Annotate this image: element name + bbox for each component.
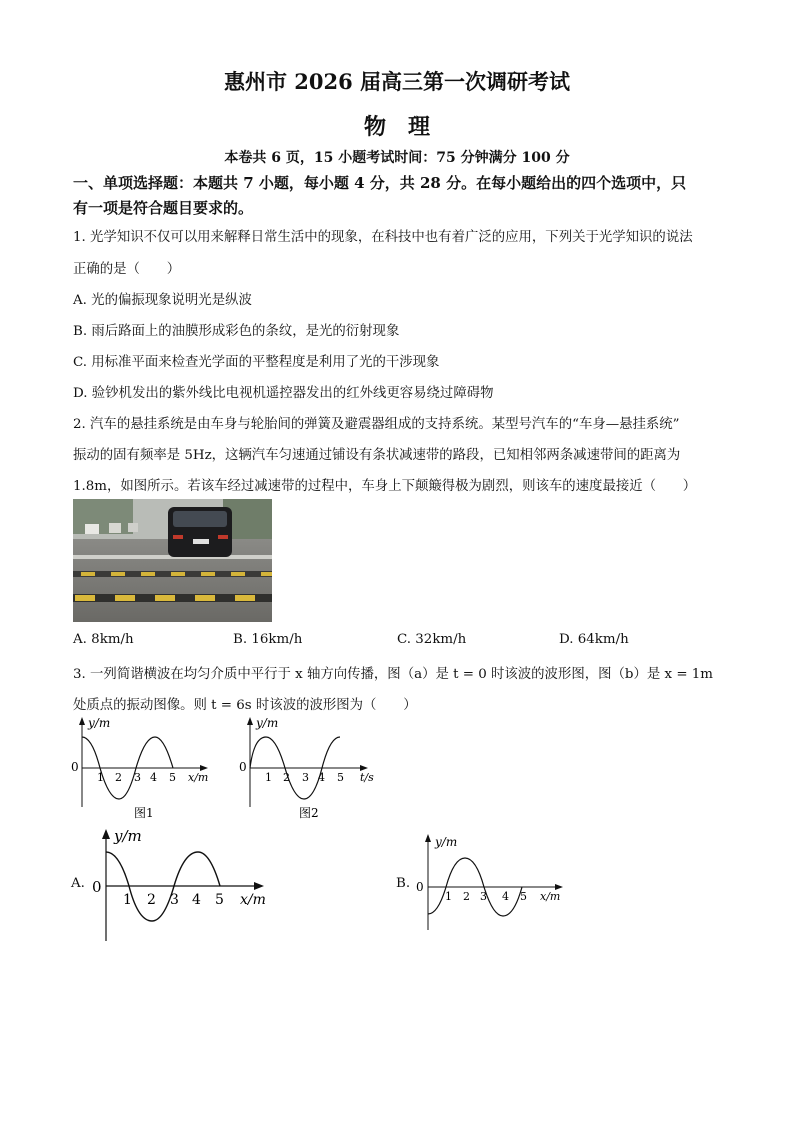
fig2-tick-2: 2 (283, 771, 290, 784)
optA-ylabel: y/m (114, 827, 142, 845)
q2-option-a: A. 8km/h (73, 632, 134, 647)
q3-stem-line1: 3. 一列简谐横波在均匀介质中平行于 x 轴方向传播，图（a）是 t = 0 时该波的波形图，图（b）是 x = 1m (73, 667, 714, 682)
subject-title: 物 理 (363, 114, 430, 140)
fig1-tick-4: 4 (150, 771, 157, 784)
q3-figure2 (232, 715, 392, 820)
optB-ylabel: y/m (435, 835, 458, 849)
q1-option-c: C. 用标准平面来检查光学面的平整程度是利用了光的干涉现象 (73, 355, 440, 370)
fig2-xlabel: t/s (360, 771, 374, 784)
q2-option-d: D. 64km/h (559, 632, 629, 647)
optA-tick-3: 3 (170, 892, 179, 908)
q2-option-c: C. 32km/h (397, 632, 467, 647)
fig1-xlabel: x/m (188, 771, 209, 784)
optB-xlabel: x/m (540, 890, 561, 903)
exam-meta: 本卷共 6 页，15 小题考试时间：75 分钟满分 100 分 (224, 150, 570, 166)
q1-stem-line2: 正确的是（ ） (73, 262, 181, 277)
fig1-origin: 0 (71, 760, 79, 774)
optA-xlabel: x/m (240, 892, 266, 908)
optB-tick-3: 3 (480, 890, 487, 903)
optB-tick-2: 2 (463, 890, 470, 903)
q3-stem-line2: 处质点的振动图像。则 t = 6s 时该波的波形图为（ ） (73, 698, 417, 713)
q3-option-a-letter: A. (71, 876, 85, 891)
optB-tick-5: 5 (520, 890, 527, 903)
optA-tick-5: 5 (215, 892, 224, 908)
q3-option-b-graph (410, 832, 575, 932)
optB-origin: 0 (416, 880, 424, 894)
q2-option-b: B. 16km/h (233, 632, 303, 647)
q1-option-d: D. 验钞机发出的紫外线比电视机遥控器发出的红外线更容易绕过障碍物 (73, 386, 494, 401)
optB-tick-1: 1 (445, 890, 452, 903)
optB-tick-4: 4 (502, 890, 509, 903)
fig1-tick-3: 3 (134, 771, 141, 784)
fig2-ylabel: y/m (256, 716, 279, 730)
optA-tick-1: 1 (123, 892, 132, 908)
section-heading-line2: 有一项是符合题目要求的。 (73, 199, 254, 217)
q3-figure1 (64, 715, 224, 820)
fig1-tick-2: 2 (115, 771, 122, 784)
fig1-tick-1: 1 (97, 771, 104, 784)
speed-bump-photo (73, 499, 272, 622)
q3-option-b-letter: B. (396, 876, 411, 891)
optA-origin: 0 (92, 878, 102, 896)
fig2-tick-1: 1 (265, 771, 272, 784)
fig2-tick-4: 4 (318, 771, 325, 784)
q2-stem-line2: 振动的固有频率是 5Hz，这辆汽车匀速通过铺设有条状减速带的路段，已知相邻两条减速带间的距离为 (73, 448, 681, 463)
fig2-origin: 0 (239, 760, 247, 774)
q3-option-a-graph (86, 826, 276, 944)
optA-tick-2: 2 (147, 892, 156, 908)
fig1-tick-5: 5 (169, 771, 176, 784)
q1-option-b: B. 雨后路面上的油膜形成彩色的条纹，是光的衍射现象 (73, 324, 400, 339)
fig1-ylabel: y/m (88, 716, 111, 730)
fig2-tick-5: 5 (337, 771, 344, 784)
optA-tick-4: 4 (192, 892, 201, 908)
section-heading-line1: 一、单项选择题：本题共 7 小题，每小题 4 分，共 28 分。在每小题给出的四个选项中，只 (73, 174, 687, 192)
fig2-tick-3: 3 (302, 771, 309, 784)
q2-stem-line3: 1.8m，如图所示。若该车经过减速带的过程中，车身上下颠簸得极为剧烈，则该车的速度最接近（ ） (73, 479, 697, 494)
q1-stem-line1: 1. 光学知识不仅可以用来解释日常生活中的现象，在科技中也有着广泛的应用，下列关于光学知识的说法 (73, 230, 693, 245)
exam-title: 惠州市 2026 届高三第一次调研考试 (223, 69, 571, 94)
fig1-caption: 图1 (134, 806, 154, 820)
q2-stem-line1: 2. 汽车的悬挂系统是由车身与轮胎间的弹簧及避震器组成的支持系统。某型号汽车的“车身—悬挂系统” (73, 417, 680, 432)
q1-option-a: A. 光的偏振现象说明光是纵波 (73, 293, 252, 308)
fig2-caption: 图2 (299, 806, 319, 820)
